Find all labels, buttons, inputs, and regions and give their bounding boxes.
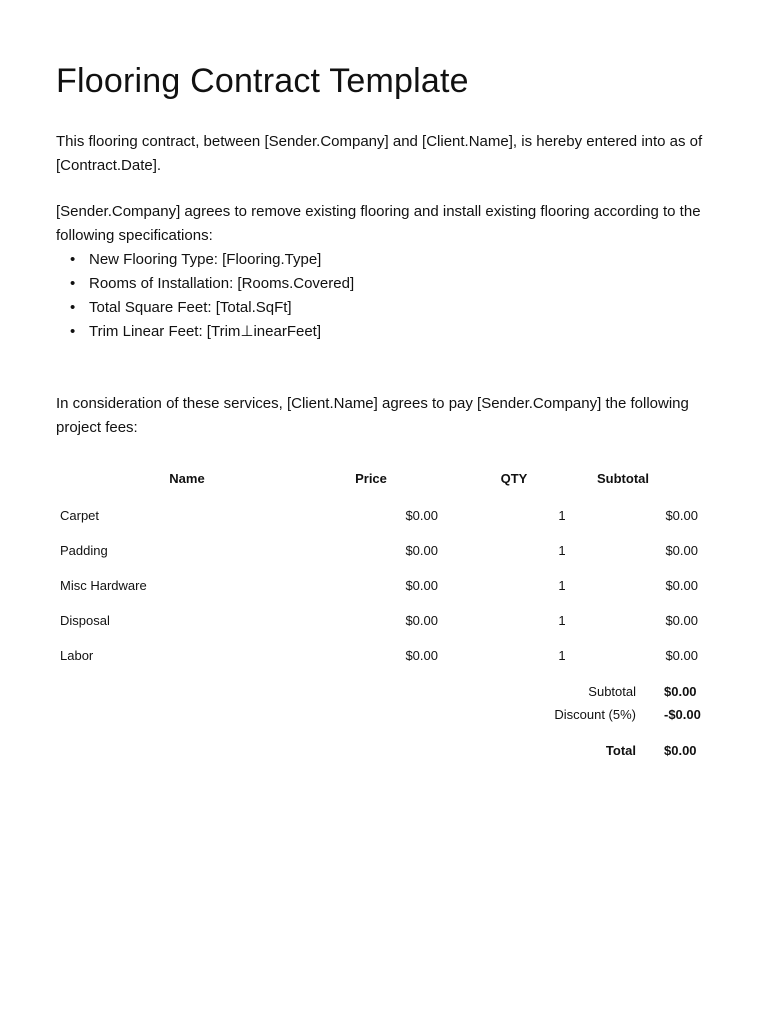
row-qty: 1 [558, 613, 566, 628]
list-item [56, 320, 354, 344]
row-qty: 1 [558, 508, 566, 523]
total-label: Total [605, 743, 636, 758]
spec-flooring-type: New Flooring Type: [Flooring.Type] [89, 251, 322, 268]
table-row [56, 533, 716, 568]
total-value: $0.00 [664, 743, 697, 758]
row-name: Misc Hardware [60, 578, 147, 593]
table-row [56, 498, 716, 533]
header-qty: QTY [500, 471, 528, 486]
intro-paragraph: This flooring contract, between [Sender.Company] and [Client.Name], is hereby entered into as of [Contract.Date]. [56, 133, 703, 174]
bullet-icon: • [70, 299, 76, 316]
row-price: $0.00 [405, 578, 438, 593]
discount-value: -$0.00 [664, 707, 701, 722]
row-qty: 1 [558, 578, 566, 593]
row-subtotal: $0.00 [665, 543, 698, 558]
header-name: Name [169, 471, 205, 486]
table-row [56, 603, 716, 638]
table-header-row [56, 462, 716, 498]
row-price: $0.00 [405, 613, 438, 628]
row-subtotal: $0.00 [665, 578, 698, 593]
spec-square-feet: Total Square Feet: [Total.SqFt] [89, 299, 292, 316]
page-title: Flooring Contract Template [56, 62, 469, 100]
row-subtotal: $0.00 [665, 648, 698, 663]
row-price: $0.00 [405, 648, 438, 663]
row-name: Labor [60, 648, 94, 663]
subtotal-row [56, 680, 716, 703]
bullet-icon: • [70, 251, 76, 268]
header-subtotal: Subtotal [597, 471, 649, 486]
row-name: Disposal [60, 613, 110, 628]
list-item [56, 248, 354, 272]
header-price: Price [355, 471, 387, 486]
discount-row [56, 703, 716, 726]
row-price: $0.00 [405, 508, 438, 523]
subtotal-label: Subtotal [588, 684, 636, 699]
row-subtotal: $0.00 [665, 613, 698, 628]
row-qty: 1 [558, 648, 566, 663]
scope-paragraph: [Sender.Company] agrees to remove existing flooring and install existing flooring according to the following specifications: [56, 203, 701, 244]
row-name: Carpet [60, 508, 100, 523]
total-row [56, 739, 716, 762]
list-item [56, 296, 354, 320]
spec-trim-linear-feet: Trim Linear Feet: [Trim⊥inearFeet] [89, 323, 322, 340]
table-row [56, 568, 716, 603]
list-item [56, 272, 354, 296]
row-price: $0.00 [405, 543, 438, 558]
totals-block [56, 680, 716, 762]
fees-table [56, 462, 716, 673]
specifications-list [56, 248, 354, 344]
table-row [56, 638, 716, 673]
spec-rooms: Rooms of Installation: [Rooms.Covered] [89, 275, 355, 292]
row-name: Padding [60, 543, 108, 558]
subtotal-value: $0.00 [664, 684, 697, 699]
fees-paragraph: In consideration of these services, [Client.Name] agrees to pay [Sender.Company] the following project fees: [56, 395, 689, 436]
row-qty: 1 [558, 543, 566, 558]
bullet-icon: • [70, 275, 76, 292]
row-subtotal: $0.00 [665, 508, 698, 523]
discount-label: Discount (5%) [554, 707, 636, 722]
bullet-icon: • [70, 323, 76, 340]
